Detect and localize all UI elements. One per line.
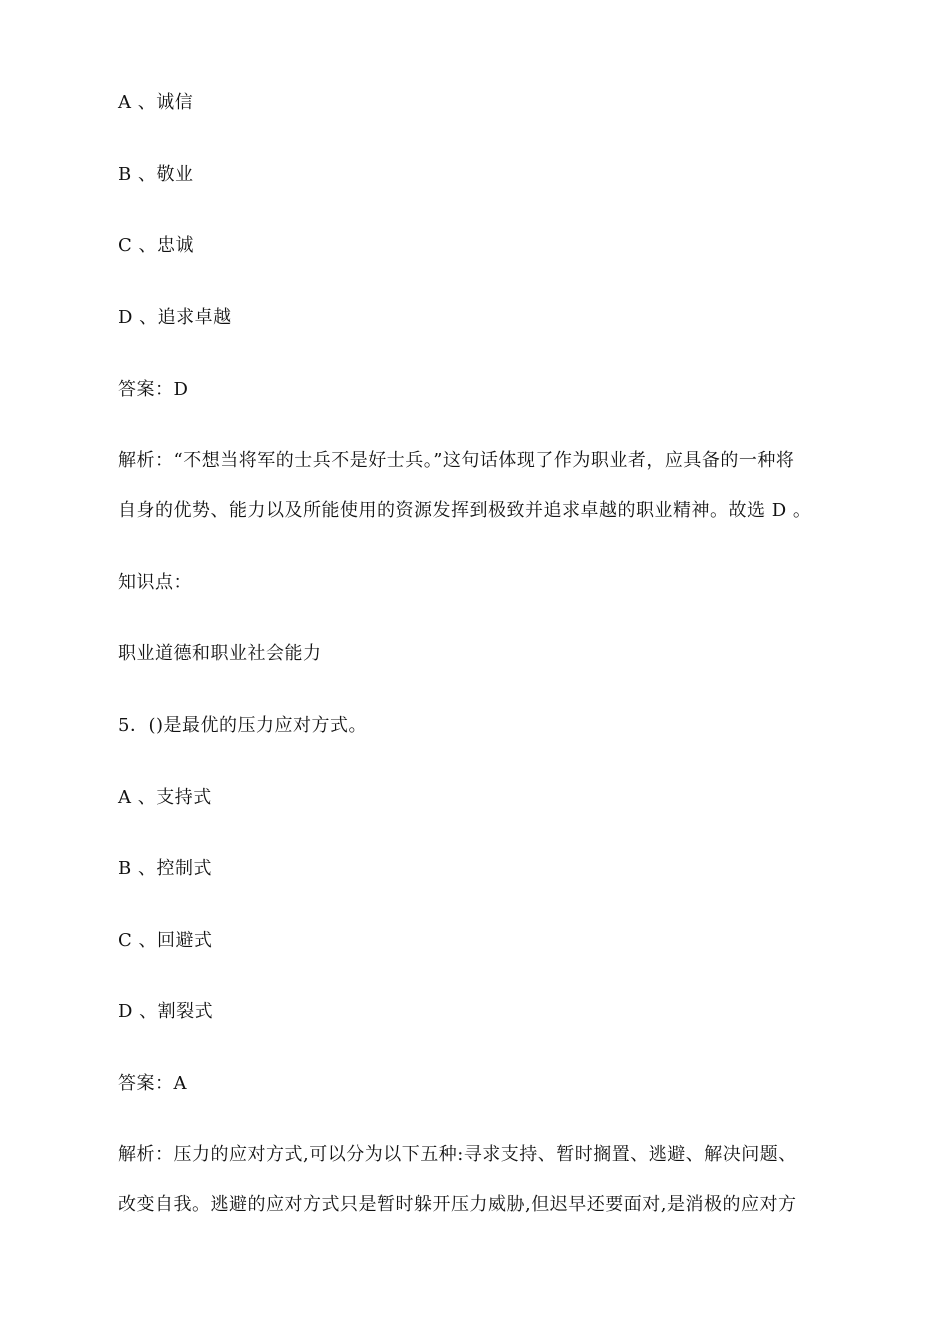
- q5-option-b: B 、控制式: [118, 858, 212, 879]
- q5-option-a: A 、支持式: [118, 787, 212, 808]
- q5-analysis-line-2: 改变自我。逃避的应对方式只是暂时躲开压力威胁,但迟早还要面对,是消极的应对方: [118, 1194, 797, 1215]
- q4-option-c: C 、忠诚: [118, 235, 194, 256]
- q5-option-c: C 、回避式: [118, 930, 213, 951]
- q4-knowledge-value: 职业道德和职业社会能力: [118, 643, 322, 664]
- q4-analysis-line-2: 自身的优势、能力以及所能使用的资源发挥到极致并追求卓越的职业精神。故选 D 。: [118, 500, 812, 521]
- q5-question: 5．()是最优的压力应对方式。: [118, 715, 367, 736]
- q4-knowledge-label: 知识点：: [118, 572, 192, 593]
- q4-option-b: B 、敬业: [118, 164, 194, 185]
- q5-analysis-line-1: 解析：压力的应对方式,可以分为以下五种:寻求支持、暂时搁置、逃避、解决问题、: [118, 1144, 797, 1165]
- q5-answer: 答案：A: [118, 1073, 187, 1094]
- q4-option-a: A 、诚信: [118, 92, 194, 113]
- q4-analysis-line-1: 解析：“不想当将军的士兵不是好士兵。”这句话体现了作为职业者，应具备的一种将: [118, 450, 795, 471]
- q5-option-d: D 、割裂式: [118, 1001, 214, 1022]
- q4-answer: 答案：D: [118, 379, 189, 400]
- q4-option-d: D 、追求卓越: [118, 307, 232, 328]
